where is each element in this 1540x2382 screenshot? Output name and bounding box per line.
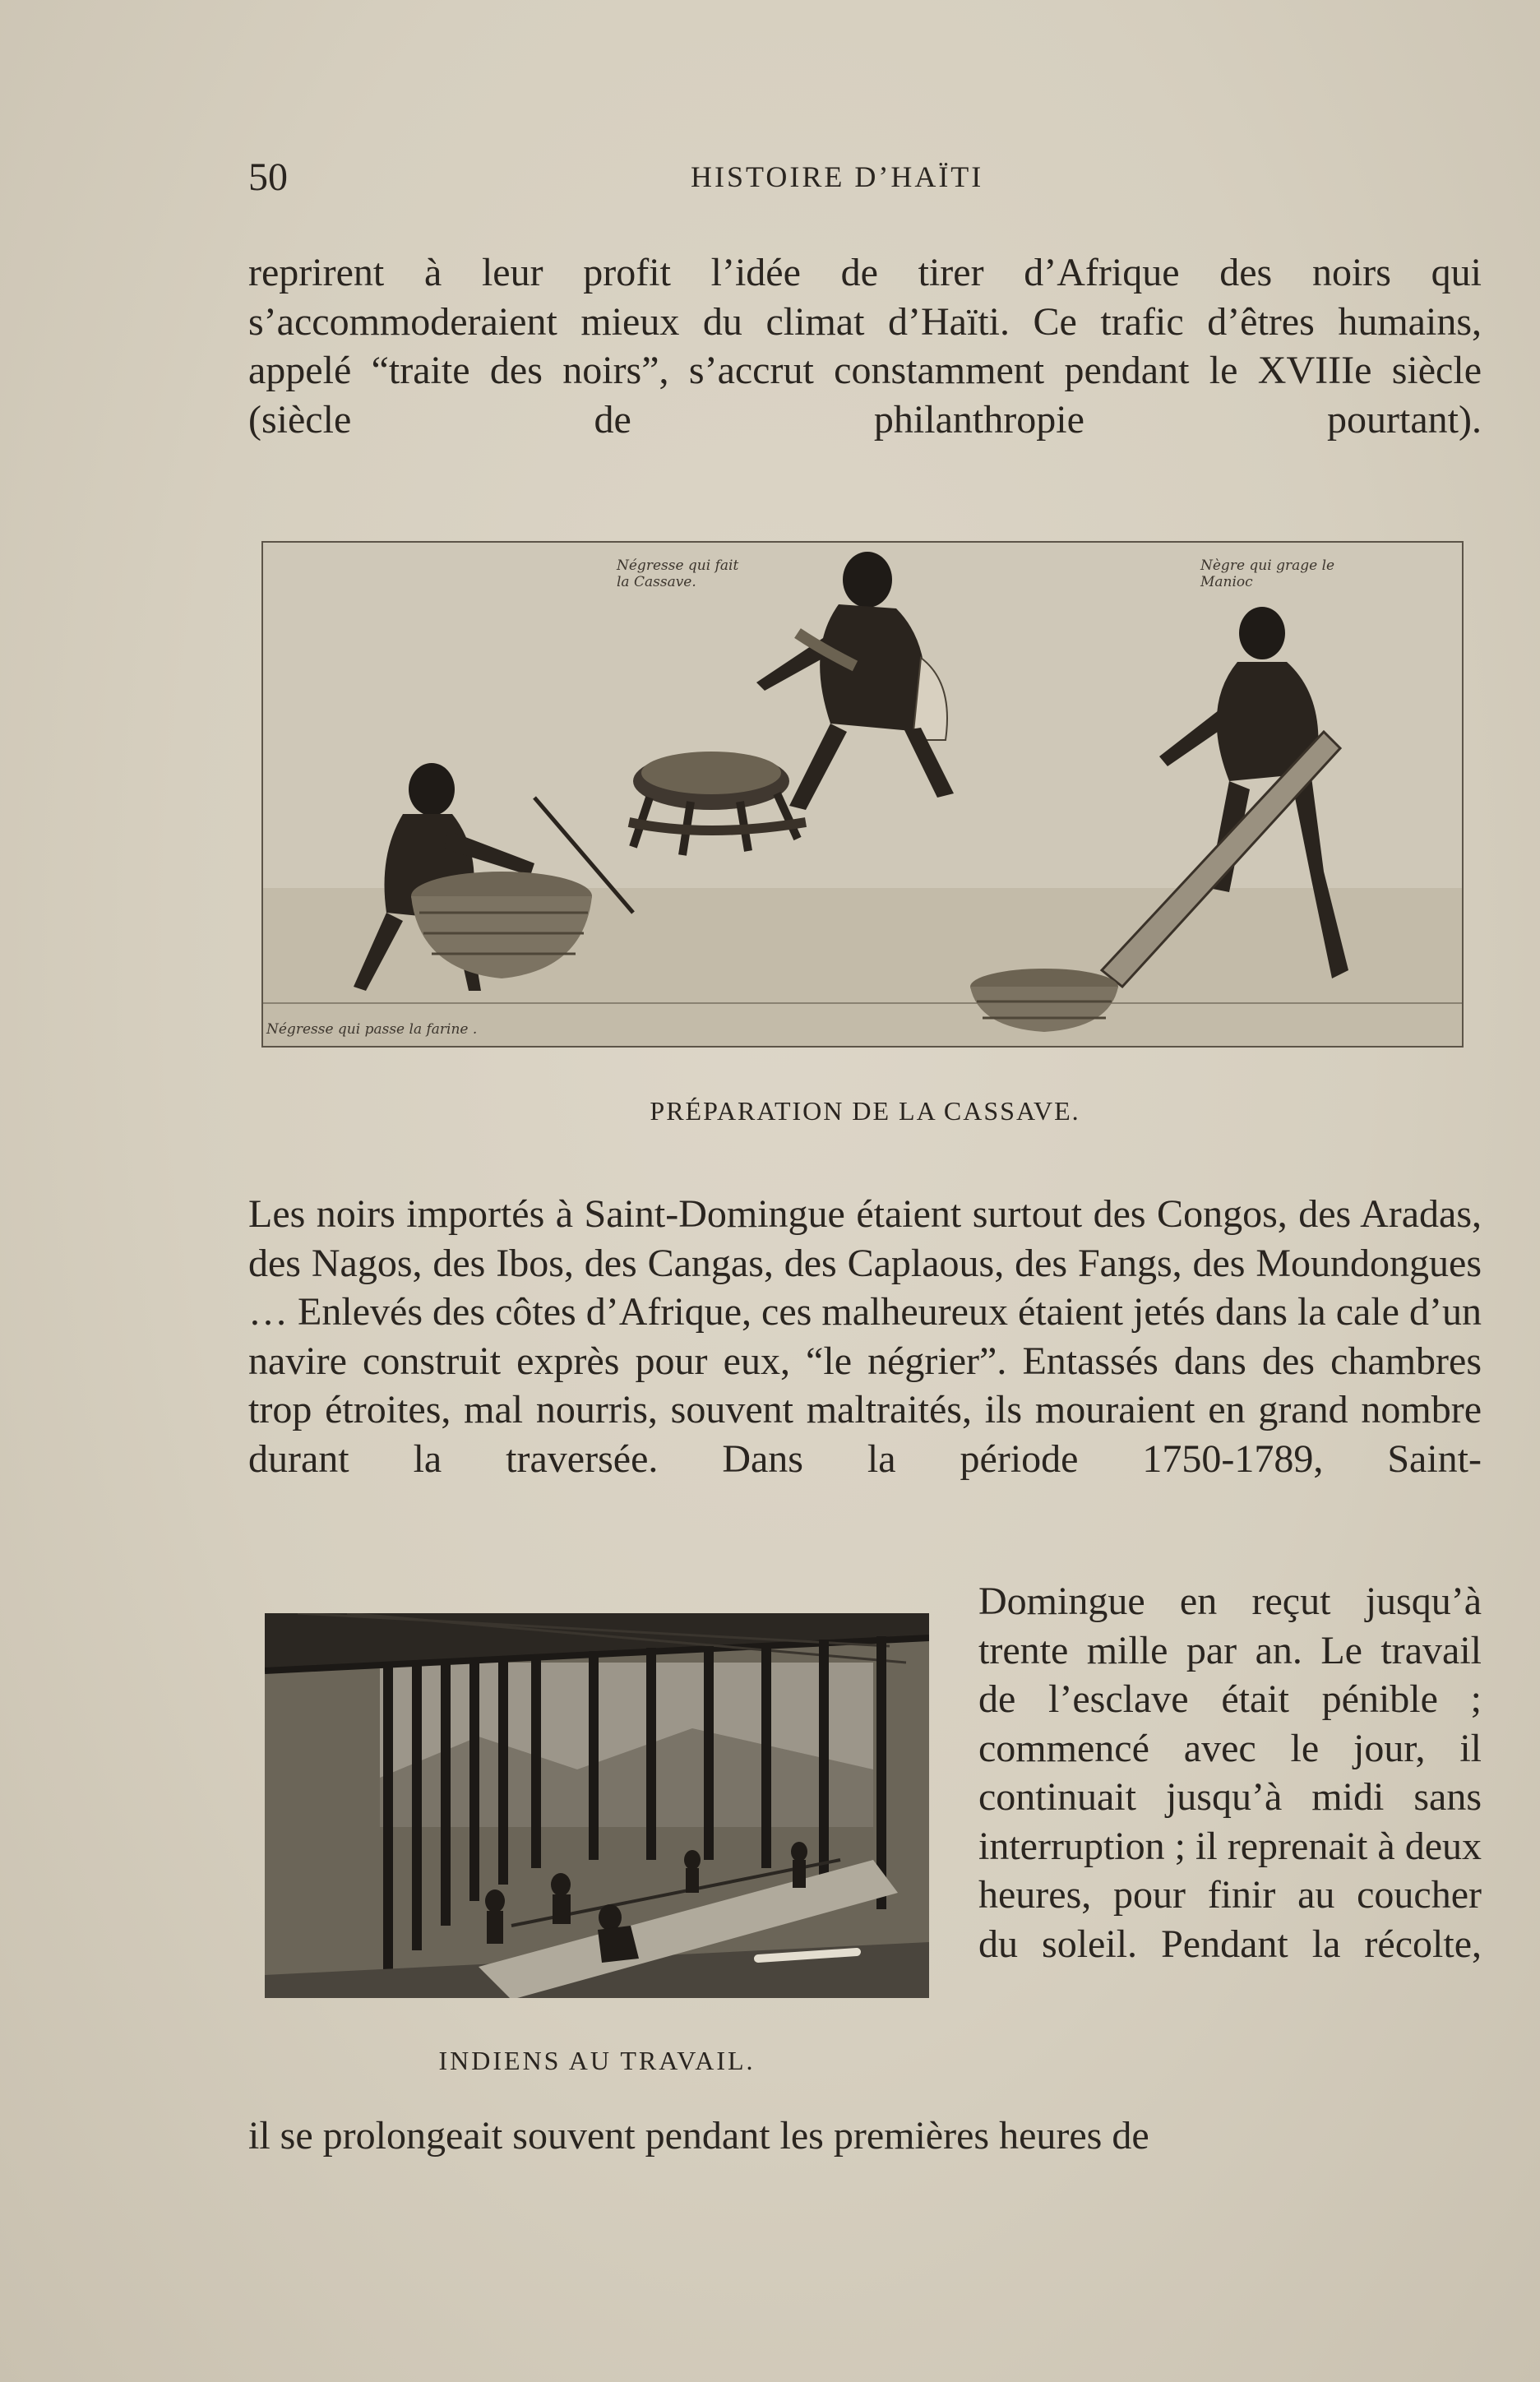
engraving-label-center: Négresse qui fait la Cassave. [617,557,739,590]
indians-engraving [265,1613,929,1998]
figure-caption-cassava: PRÉPARATION DE LA CASSAVE. [650,1096,1080,1126]
cassava-preparation-illustration [261,541,1464,1048]
engraving-label-bottom: Négresse qui passe la farine . [266,1021,478,1038]
indians-at-work-illustration [265,1613,929,1998]
page-header [248,155,1482,204]
paragraph-slave-trade: Les noirs importés à Saint-Domingue étaient surtout des Congos, des Aradas, des Nagos, des Ibos, des Cangas, des Caplaous, des Fangs, des Moundongues … Enlevés des côtes d’Afrique, ces malheureux étaient jetés dans la cale d’un navire construit exprès pour eux, “le négrier”. Entassés dans des chambres trop étroites, mal nourris, souvent maltraités, ils mouraient en grand nombre durant la traversée. Dans la période 1750-1789, Saint- [248,1192,1482,1481]
running-title: HISTOIRE D’HAÏTI [691,160,984,193]
page-number: 50 [248,155,288,199]
engraving-label-right: Nègre qui grage le Manioc [1200,557,1335,590]
figure-caption-indians: INDIENS AU TRAVAIL. [438,2046,756,2075]
paragraph-continuation: il se prolongeait souvent pendant les premières heures de [248,2114,1149,2158]
paragraph-intro: reprirent à leur profit l’idée de tirer d’Afrique des noirs qui s’accommoderaient mieux du climat d’Haïti. Ce trafic d’êtres humains, appelé “traite des noirs”, s’accrut constamment pendant le XVIIIe siècle (siècle de philanthropie pourtant). [248,251,1482,442]
cassava-engraving [263,543,1462,1046]
paragraph-slave-labor: Domingue en reçut jusqu’à trente mille par an. Le travail de l’esclave était pénible ; commencé avec le jour, il continuait jusqu’à midi sans interruption ; il reprenait à deux heures, pour finir au coucher du soleil. Pendant la récolte, [978,1580,1482,1966]
